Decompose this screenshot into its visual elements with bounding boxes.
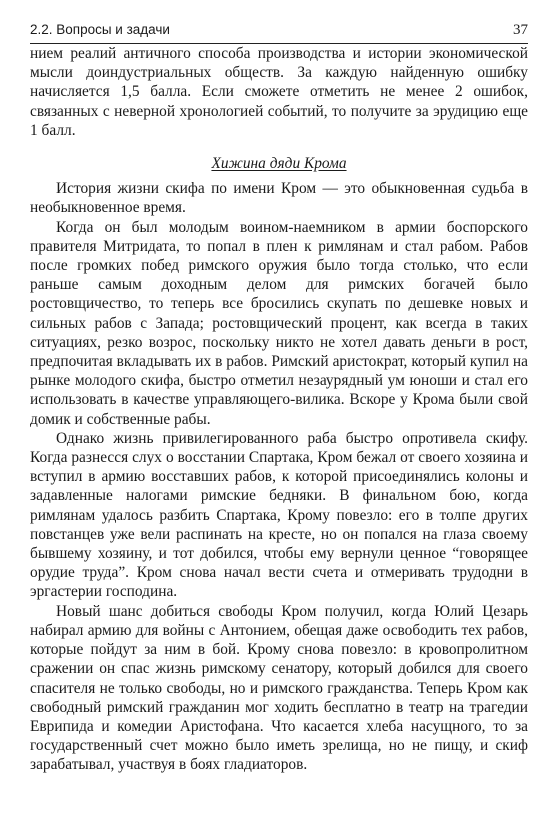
running-header <box>30 22 528 44</box>
page-body <box>30 44 528 775</box>
page-number: 37 <box>513 22 528 38</box>
intro-paragraph: нием реалий античного способа производства и истории экономической мысли доиндустриальных обществ. За каждую найденную ошибку начисляется 1,5 балла. Если сможете отметить не менее 2 ошибок, связанных с неверной хронологией событий, то получите за эрудицию еще 1 балл. <box>30 45 528 139</box>
section-heading: 2.2. Вопросы и задачи <box>30 22 170 37</box>
book-page <box>30 22 528 775</box>
section-title: Хижина дяди Крома <box>211 155 347 173</box>
paragraph-1: История жизни скифа по имени Кром — это обыкновенная судьба в необыкновенное время. <box>30 180 528 217</box>
paragraph-3: Однако жизнь привилегированного раба быстро опротивела скифу. Когда разнесся слух о восстании Спартака, Кром бежал от своего хозяина и вступил в армию восставших рабов, к которой присоединялись колоны и задавленные налогами римские бедняки. В финальном бою, когда римлянам удалось разбить Спартака, Крому повезло: его в толпе других повстанцев уже вели распинать на кресте, но он попался на глаза своему бывшему хозяину, и тот добился, чтобы ему вернули ценное “говорящее орудие труда”. Кром снова начал вести счета и отмеривать трудодни в эргастерии господина. <box>30 429 528 601</box>
paragraph-2: Когда он был молодым воином-наемником в армии боспорского правителя Митридата, то попал в плен к римлянам и стал рабом. Рабов после громких побед римского оружия было тогда столько, что если раньше самым доходным делом для римских богачей было ростовщичество, то теперь все бросились скупать по дешевке новых и сильных рабов с Запада; ростовщический процент, как всегда в таких ситуациях, резко возрос, поскольку никто не хотел давать деньги в рост, предпочитая вкладывать их в рабов. Римский аристократ, который купил на рынке молодого скифа, быстро отметил незаурядный ум юноши и стал его использовать в качестве управляющего-вилика. Вскоре у Крома были свой домик и собственные рабы. <box>30 218 528 428</box>
paragraph-4: Новый шанс добиться свободы Кром получил, когда Юлий Цезарь набирал армию для войны с Антонием, обещая даже освободить тех рабов, которые пойдут за ним в бой. Крому снова повезло: в кровопролитном сражении он спас жизнь римскому сенатору, который добился для своего спасителя не только свободы, но и римского гражданства. Теперь Кром как свободный римский гражданин мог ходить бесплатно в театр на трагедии Еврипида и комедии Аристофана. Что касается хлеба насущного, то за государственный счет можно было иметь зрелища, но не пищу, и скиф зарабатывал, участвуя в боях гладиаторов. <box>30 602 528 774</box>
